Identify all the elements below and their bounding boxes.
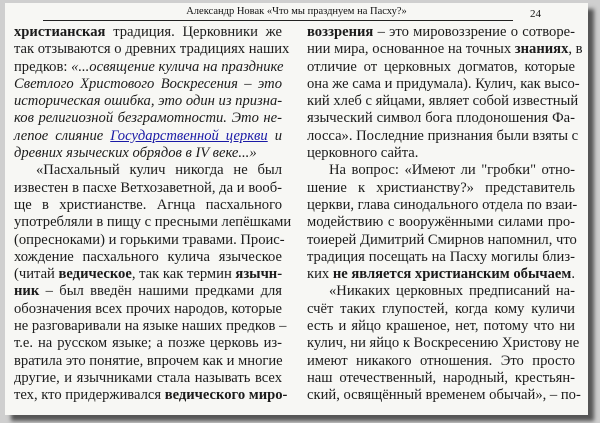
text-segment: «Никаких церковных предписаний на- bbox=[329, 283, 575, 300]
text-segment: – это мировоззрение о сотворе- bbox=[373, 24, 575, 40]
text-segment: не разговаривали на языке наших предков – bbox=[14, 318, 287, 335]
text-line bbox=[307, 162, 575, 179]
text-line bbox=[14, 59, 282, 76]
text-segment: церкви, глава синодального отдела по взаи- bbox=[307, 196, 578, 213]
text-line bbox=[14, 180, 282, 197]
text-line bbox=[14, 93, 282, 110]
text-segment: (читай bbox=[14, 266, 59, 283]
bold-text: христианская bbox=[14, 24, 106, 40]
text-segment: . bbox=[571, 266, 575, 283]
bold-text: воззрения bbox=[307, 24, 374, 40]
text-line bbox=[307, 370, 575, 387]
text-line bbox=[307, 24, 575, 41]
text-line bbox=[14, 318, 287, 335]
text-line bbox=[307, 249, 575, 266]
text-line bbox=[307, 232, 575, 249]
text-line bbox=[14, 128, 282, 145]
text-line bbox=[14, 41, 290, 58]
text-line bbox=[307, 75, 580, 93]
text-line bbox=[14, 283, 282, 300]
text-segment: ский, освящённый временем обычай», – по- bbox=[307, 387, 581, 404]
text-line bbox=[307, 127, 579, 145]
text-segment: модействию с вооружёнными силами про- bbox=[307, 214, 575, 231]
text-line bbox=[307, 145, 575, 162]
page-number: 24 bbox=[530, 8, 541, 20]
text-segment: обозначения всех прочих народов, которые bbox=[14, 300, 282, 317]
text-line bbox=[14, 231, 285, 249]
text-line bbox=[14, 249, 282, 266]
left-text-column bbox=[14, 24, 292, 405]
bold-text: не является христианским обычаем bbox=[332, 266, 572, 283]
text-line bbox=[307, 353, 575, 370]
bold-text: знаниях bbox=[514, 41, 569, 58]
text-segment: шение к христианству?» представитель bbox=[307, 179, 575, 196]
text-line bbox=[307, 59, 575, 76]
text-line bbox=[307, 318, 575, 335]
text-line bbox=[14, 301, 282, 318]
text-segment: отличие от церковных догматов, которые bbox=[307, 58, 575, 75]
text-segment: наш отечественный, народный, крестьян- bbox=[307, 369, 575, 386]
text-line bbox=[307, 110, 575, 127]
text-segment: хождение пасхального кулича языческое bbox=[14, 248, 282, 265]
text-line bbox=[14, 76, 282, 93]
text-segment: языческий символ бога плодоношения Фа- bbox=[307, 110, 575, 127]
bold-text: ник bbox=[14, 283, 40, 300]
text-segment: имеют никакого отношения. Это просто bbox=[307, 352, 575, 369]
right-text-column bbox=[307, 24, 583, 405]
text-line bbox=[14, 335, 282, 352]
text-line bbox=[14, 353, 282, 370]
italic-text: историческая ошибка, это один из признa- bbox=[14, 93, 283, 110]
text-line bbox=[14, 24, 282, 41]
running-title: Александр Новак «Что мы празднуем на Пасху?» bbox=[186, 6, 407, 17]
italic-text: Светлого Христового Воскресения – это bbox=[14, 75, 282, 92]
text-segment: т.е. на русском языке; а позже церковь из- bbox=[14, 335, 282, 352]
bold-text: ведического миро- bbox=[164, 387, 288, 404]
text-line bbox=[307, 335, 580, 352]
text-line bbox=[307, 180, 575, 197]
text-segment: кий хлеб с яйцами, являет собой известный bbox=[307, 93, 579, 110]
text-segment: церковного сайта. bbox=[307, 145, 419, 162]
text-segment: нии мира, основанное на точных bbox=[307, 41, 515, 58]
text-segment: , в bbox=[568, 41, 583, 58]
text-segment: (опресноками) и горькими травами. Проис- bbox=[14, 231, 285, 248]
text-line bbox=[307, 283, 575, 300]
text-segment: тоиерей Димитрий Смирнов напомнил, что bbox=[307, 231, 577, 248]
text-segment: есть и яйцо крашеное, нет, потому что ни bbox=[307, 318, 575, 335]
text-line bbox=[14, 214, 292, 231]
text-line bbox=[307, 266, 575, 283]
text-segment: так отзываются о древних традициях наших bbox=[14, 41, 290, 58]
text-line bbox=[307, 387, 581, 404]
header-divider bbox=[43, 20, 513, 21]
text-line bbox=[14, 266, 282, 283]
italic-text: древних языческих обрядов в IV веке...» bbox=[14, 145, 257, 162]
hyperlink[interactable]: Государственной церкви bbox=[110, 127, 268, 144]
text-segment: – был введён нашими предками для bbox=[39, 283, 282, 300]
text-line bbox=[14, 387, 288, 404]
text-segment: счёт таких глупостей, когда кому куличи bbox=[307, 300, 575, 317]
bold-text: ведическое bbox=[58, 266, 132, 283]
italic-text: ков религиозной безграмотности. Это не- bbox=[14, 110, 282, 127]
text-segment: традиция. Церковники же bbox=[105, 24, 282, 40]
text-segment: употребляли в пищу с пресными лепёшками bbox=[14, 214, 292, 231]
text-line bbox=[14, 197, 282, 214]
text-line bbox=[307, 41, 583, 58]
text-segment: , так как термин bbox=[131, 266, 236, 283]
text-segment: вратила это понятие, впрочем как и многие bbox=[14, 352, 283, 369]
text-segment: тех, кто придерживался bbox=[14, 387, 165, 404]
text-line bbox=[14, 145, 282, 162]
page-header bbox=[5, 3, 588, 19]
text-segment: предков: bbox=[14, 58, 72, 75]
text-segment: ще в христианстве. Агнца пасхального bbox=[14, 196, 282, 213]
text-line bbox=[307, 93, 579, 110]
italic-text: «...освящение кулича на празднике bbox=[71, 58, 284, 75]
text-segment: другие, и язычниками стала называть всех bbox=[14, 369, 282, 386]
text-line bbox=[307, 214, 575, 231]
text-segment: ких bbox=[307, 266, 333, 283]
text-segment: известен в пасхе Ветхозаветной, да и вооб- bbox=[14, 179, 282, 196]
text-line bbox=[307, 301, 575, 318]
text-segment: лосса». Последние признания были взяты с bbox=[307, 127, 579, 144]
text-segment: «Пасхальный кулич никогда не был bbox=[36, 162, 282, 179]
text-line bbox=[307, 196, 578, 214]
italic-text: и bbox=[267, 127, 283, 144]
document-page bbox=[5, 3, 588, 415]
text-segment: кулич, ни яйцо к Воскресению Христову не bbox=[307, 335, 580, 352]
bold-text: язычн- bbox=[235, 266, 283, 283]
text-segment: На вопрос: «Имеют ли "гробки" отно- bbox=[329, 162, 575, 179]
italic-text: лепое слияние bbox=[14, 127, 111, 144]
text-segment: традиция посещать на Пасху могилы близ- bbox=[307, 248, 575, 265]
text-line bbox=[14, 162, 282, 179]
text-line bbox=[14, 370, 282, 387]
text-segment: она же сама и придумала). Кулич, как высо- bbox=[307, 75, 580, 92]
text-line bbox=[14, 110, 282, 127]
